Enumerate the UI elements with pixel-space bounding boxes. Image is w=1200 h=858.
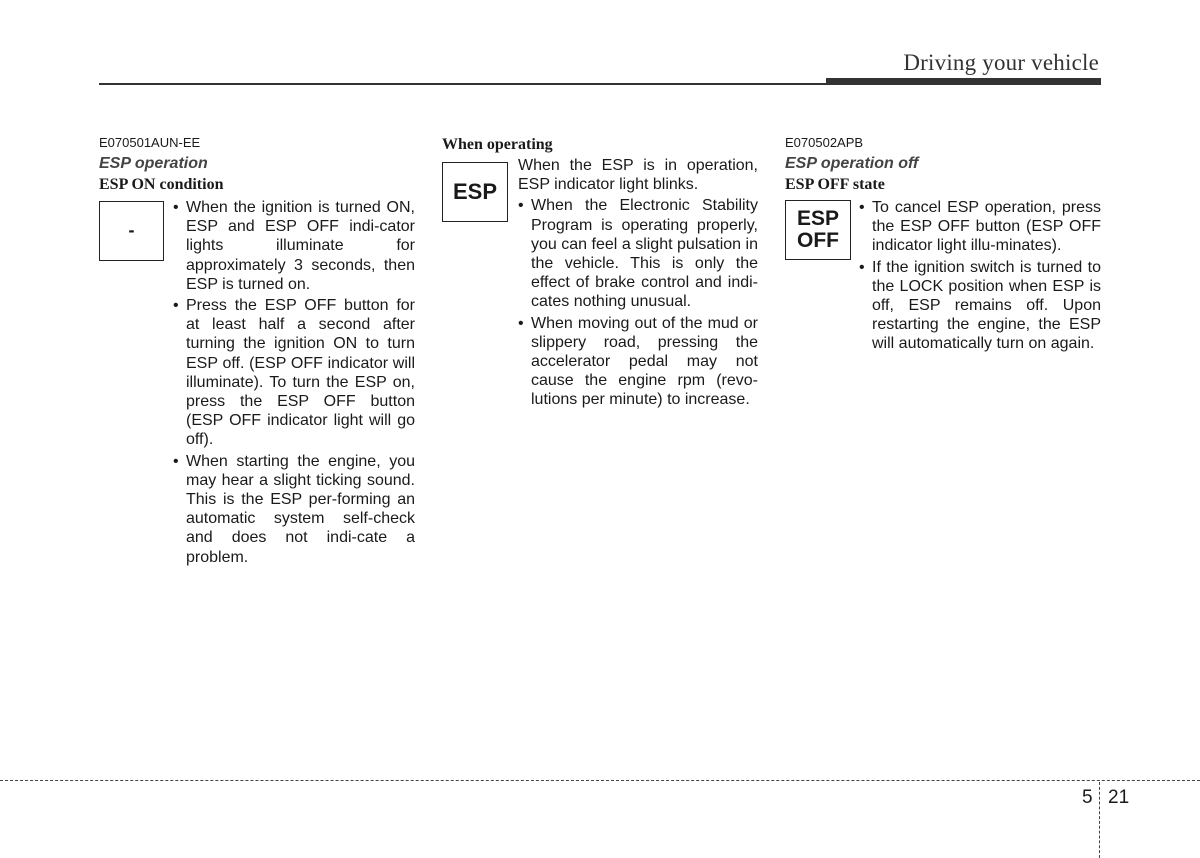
section-title: ESP operation off <box>785 155 919 172</box>
column-esp-operation-off <box>785 135 1101 353</box>
section-body <box>173 198 415 569</box>
section-body <box>518 156 758 412</box>
list-item: • When moving out of the mud or slippery road, pressing the accelerator pedal may not cause the engine rpm (revo-lutions per minute) to increase. <box>518 314 758 410</box>
column-esp-operation <box>99 135 415 566</box>
section-code: E070501AUN-EE <box>99 135 201 150</box>
section-heading: ESP OFF state <box>785 176 885 193</box>
section-title: ESP operation <box>99 155 208 172</box>
esp-off-indicator-line1: ESP <box>796 207 840 230</box>
bullet-list <box>173 198 415 567</box>
column-when-operating <box>442 135 758 409</box>
page-number: 21 <box>1108 787 1130 808</box>
chapter-number: 5 <box>1082 787 1093 808</box>
esp-off-indicator-icon <box>785 200 851 260</box>
bullet-list <box>859 198 1101 354</box>
section-heading: ESP ON condition <box>99 176 224 193</box>
indicator-placeholder-icon <box>99 201 164 261</box>
indicator-placeholder-label: - <box>128 220 135 241</box>
bullet-list <box>518 196 758 409</box>
page-header-title: Driving your vehicle <box>903 50 1099 75</box>
section-body <box>859 198 1101 356</box>
intro-paragraph: When the ESP is in operation, ESP indicator light blinks. <box>518 157 758 194</box>
list-item: • If the ignition switch is turned to the LOCK position when ESP is off, ESP remains off. Upon restarting the engine, the ESP will automatically turn on again. <box>859 258 1101 354</box>
esp-indicator-label: ESP <box>452 179 498 205</box>
header-rule-accent <box>826 78 1101 85</box>
list-item: • When starting the engine, you may hear a slight ticking sound. This is the ESP per-forming an automatic system self-check and does not indi-cate a problem. <box>173 452 415 567</box>
list-item: • To cancel ESP operation, press the ESP OFF button (ESP OFF indicator light illu-minates). <box>859 198 1101 256</box>
esp-off-indicator-line2: OFF <box>797 229 839 252</box>
list-item: • Press the ESP OFF button for at least half a second after turning the ignition ON to turn ESP off. (ESP OFF indicator will illuminate). To turn the ESP on, press the ESP OFF button (ESP OFF indicator light will go off). <box>173 296 415 450</box>
section-heading: When operating <box>442 136 553 153</box>
list-item: • When the Electronic Stability Program is operating properly, you can feel a slight pulsation in the vehicle. This is only the effect of brake control and indi-cates nothing unusual. <box>518 196 758 311</box>
footer-divider <box>1099 782 1100 858</box>
footer-rule <box>0 780 1200 781</box>
section-code: E070502APB <box>785 135 864 150</box>
list-item: • When the ignition is turned ON, ESP and ESP OFF indi-cator lights illuminate for approximately 3 seconds, then ESP is turned on. <box>173 198 415 294</box>
esp-indicator-icon <box>442 162 508 222</box>
